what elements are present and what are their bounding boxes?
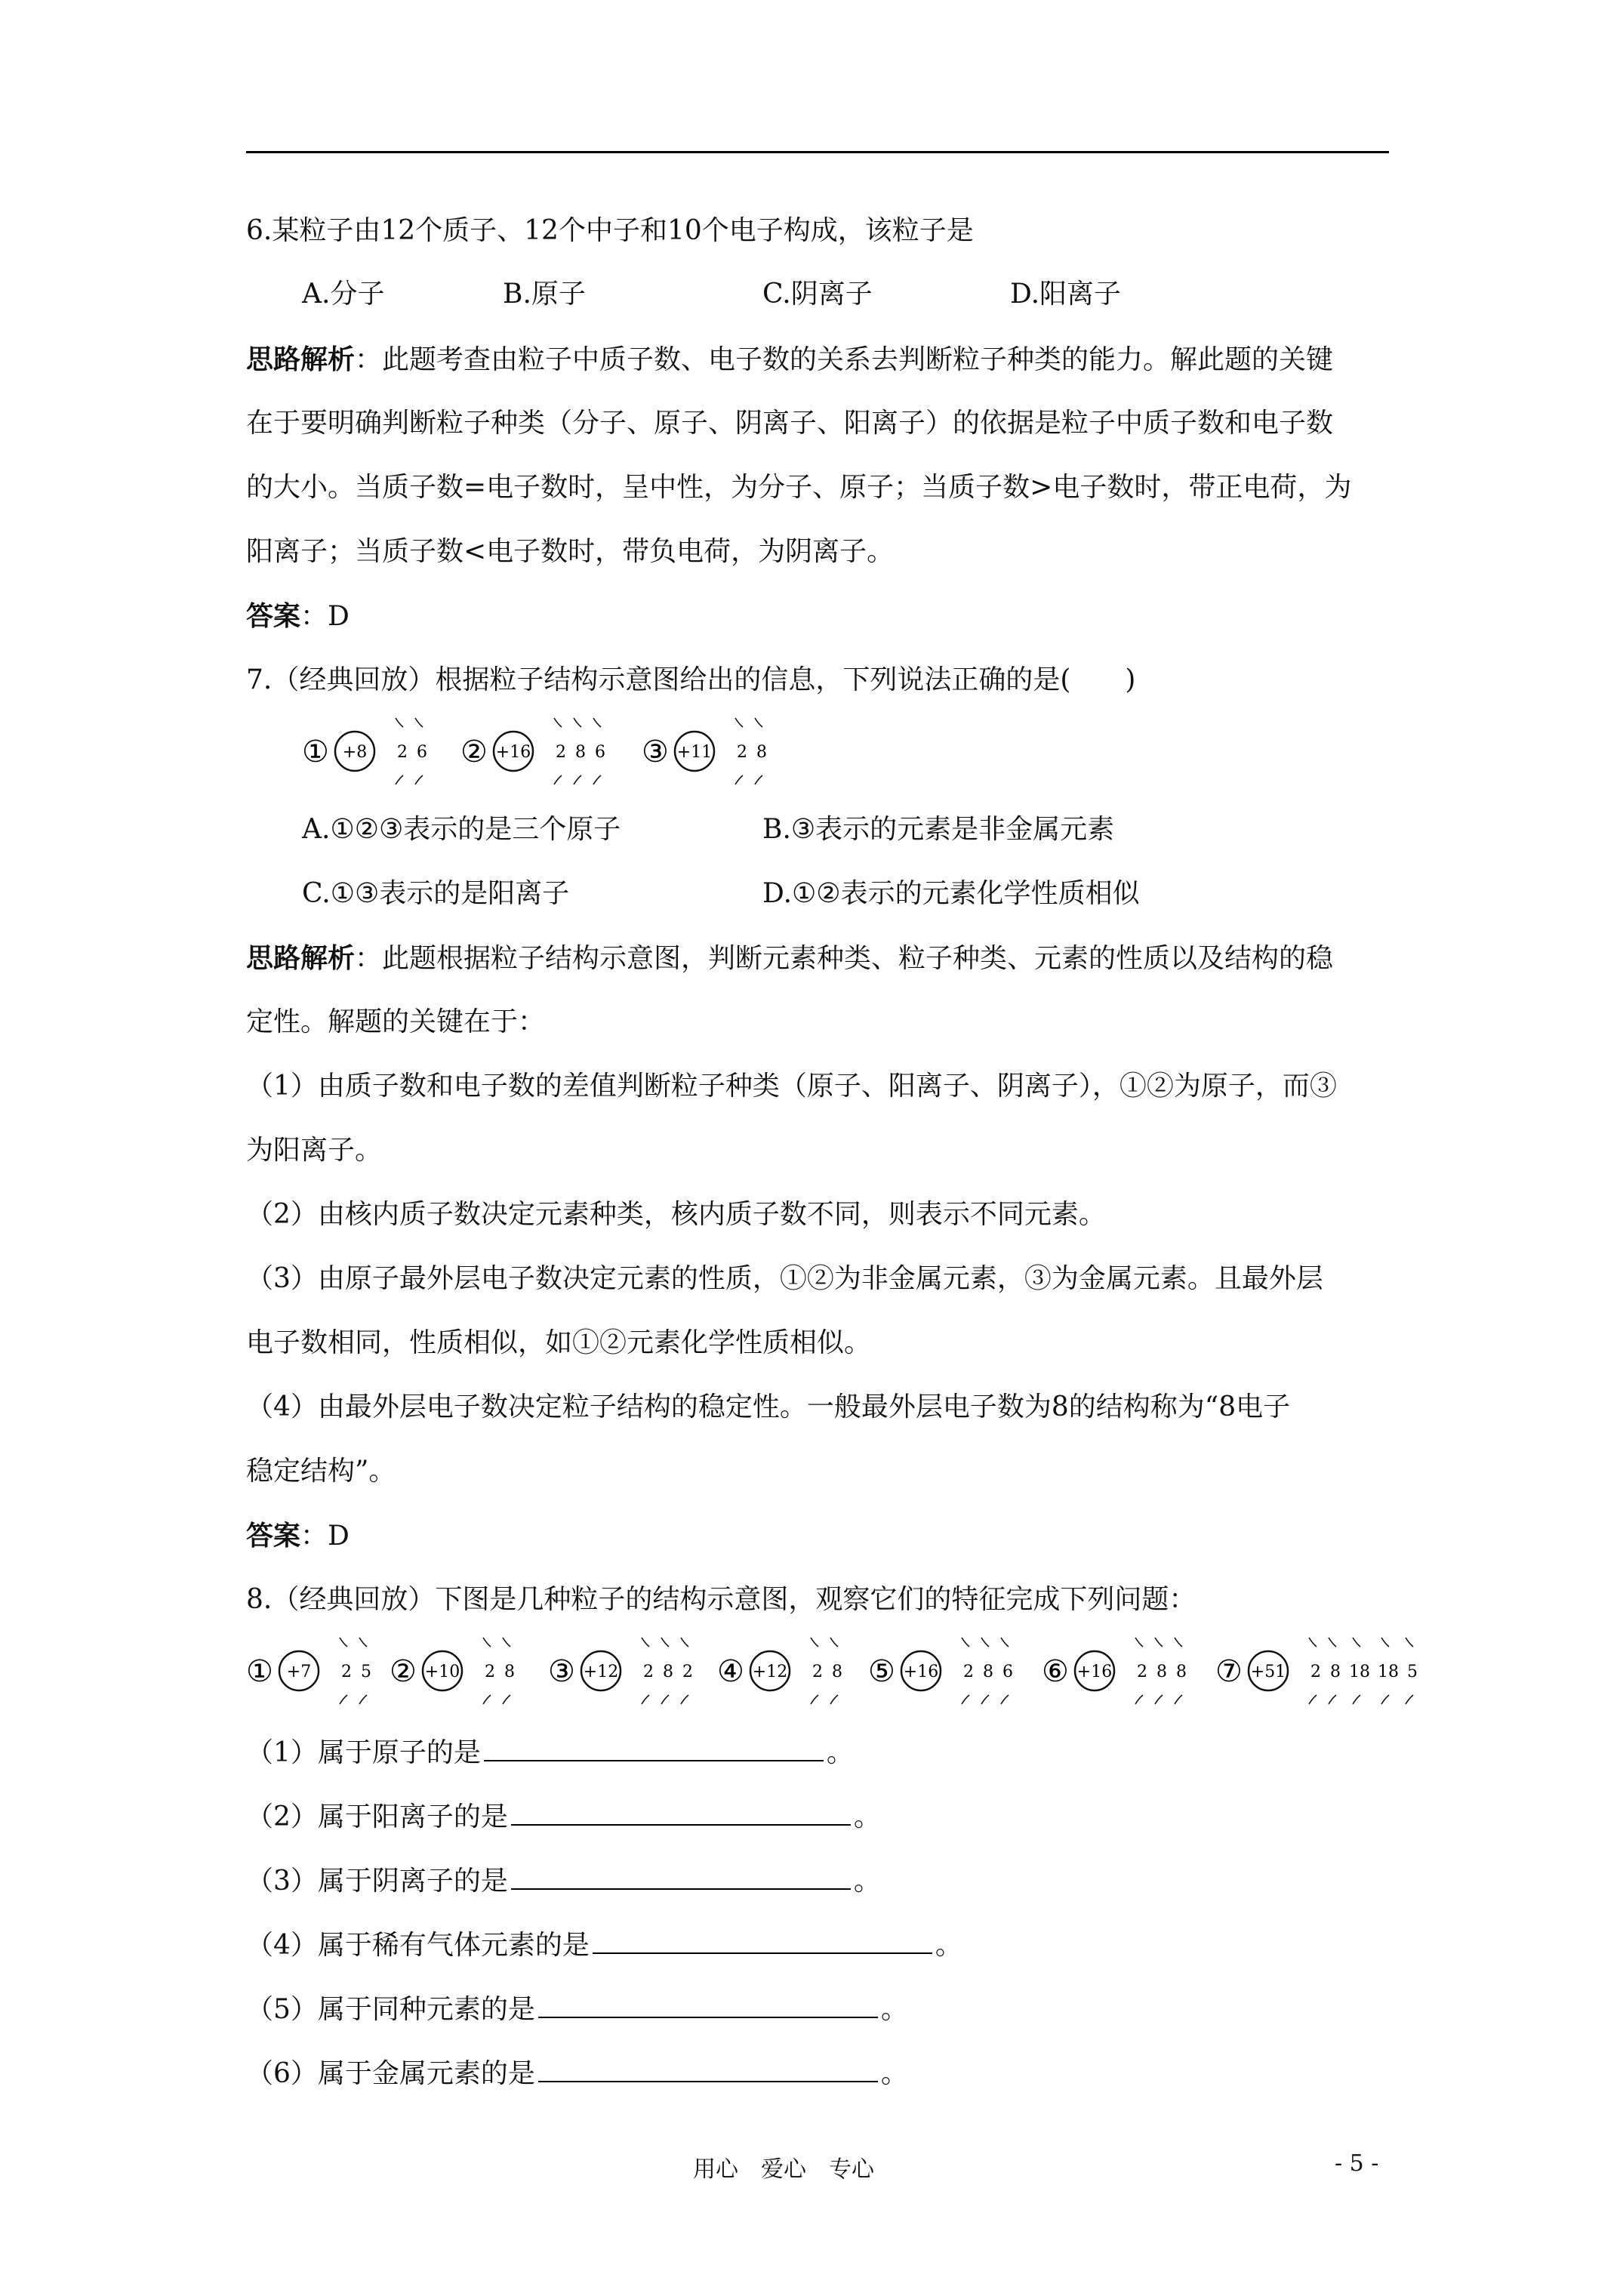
q6-answer: 答案：D [246,600,350,632]
q6-option-a: A.分子 [302,279,385,310]
header-rule [246,151,1389,153]
q8-stem: 8.（经典回放）下图是几种粒子的结构示意图，观察它们的特征完成下列问题： [246,1584,1196,1615]
shell-arc-bottom [681,1695,688,1704]
shell-electron-count: 2 [397,743,408,762]
shell-electron-count: 8 [1330,1663,1341,1681]
q7-option-b: B.③表示的元素是非金属元素 [762,814,1115,845]
shell-arc-bottom [415,775,423,784]
shell-electron-count: 8 [756,743,767,762]
atom-diagram [246,1638,371,1704]
atom-diagram [642,718,767,784]
diagram-index: ① [302,735,329,769]
nucleus-charge: +16 [495,743,531,762]
answer-blank[interactable] [511,1863,851,1890]
q6-analysis-line-4: 阳离子；当质子数<电子数时，带负电荷，为阴离子。 [246,536,895,567]
atom-diagram [1042,1638,1187,1704]
diagram-index: ④ [717,1654,744,1689]
q8-structure-diagrams [242,1629,1419,1712]
shell-arc-top [681,1638,688,1647]
q7-analysis-line-5: （2）由核内质子数决定元素种类，核内质子数不同，则表示不同元素。 [246,1199,1106,1230]
q7-analysis-line-2: 定性。解题的关键在于： [246,1006,546,1037]
shell-arc-bottom [359,1695,367,1704]
shell-arc-bottom [1309,1695,1317,1704]
answer-blank[interactable] [484,1734,824,1761]
shell-arc-top [1381,1638,1389,1647]
shell-arc-top [1406,1638,1413,1647]
q8-question-3: （3）属于阴离子的是 。 [246,1863,881,1900]
shell-arc-top [1155,1638,1163,1647]
shell-arc-bottom [503,1695,510,1704]
atom-diagram [302,718,427,784]
diagram-index: ⑦ [1215,1654,1243,1689]
shell-electron-count: 2 [643,1663,654,1681]
shell-electron-count: 8 [832,1663,842,1681]
diagram-index: ① [246,1654,273,1689]
q7-analysis-line-6: （3）由原子最外层电子数决定元素的性质，①②为非金属元素，③为金属元素。且最外层 [246,1263,1323,1294]
atom-diagram [868,1638,1013,1704]
shell-arc-bottom [1381,1695,1389,1704]
q7-option-c: C.①③表示的是阳离子 [302,878,570,909]
shell-electron-count: 8 [504,1663,515,1681]
q6-stem: 6.某粒子由12个质子、12个中子和10个电子构成，该粒子是 [246,215,974,246]
shell-arc-bottom [396,775,403,784]
q7-answer-label: 答案 [246,1520,301,1552]
shell-electron-count: 2 [1310,1663,1321,1681]
shell-arc-top [755,718,762,727]
nucleus-charge: +16 [903,1663,939,1681]
shell-electron-count: 6 [417,743,427,762]
q7-analysis-line-7: 电子数相同，性质相似，如①②元素化学性质相似。 [246,1327,872,1358]
shell-arc-top [661,1638,669,1647]
nucleus-charge: +11 [676,743,713,762]
shell-arc-top [483,1638,491,1647]
q6-option-b: B.原子 [503,279,586,310]
nucleus-charge: +12 [752,1663,788,1681]
shell-arc-bottom [981,1695,989,1704]
answer-blank[interactable] [511,1798,851,1826]
answer-blank[interactable] [538,1991,878,2018]
shell-arc-bottom [574,775,581,784]
footer-motto: 用心 爱心 专心 [693,2156,874,2183]
q6-analysis-line-1: 思路解析：此题考查由粒子中质子数、电子数的关系去判断粒子种类的能力。解此题的关键 [246,344,1334,375]
diagram-index: ③ [642,735,669,769]
shell-electron-count: 6 [595,743,605,762]
shell-arc-bottom [1353,1695,1360,1704]
shell-arc-top [642,1638,649,1647]
shell-arc-top [1309,1638,1317,1647]
q7-option-a: A.①②③表示的是三个原子 [302,814,621,845]
shell-arc-bottom [1155,1695,1163,1704]
q6-analysis-label: 思路解析 [246,344,356,375]
q6-option-d: D.阳离子 [1010,279,1122,310]
q8-question-1: （1）属于原子的是 。 [246,1734,854,1771]
shell-arc-bottom [1329,1695,1336,1704]
nucleus-charge: +8 [342,743,368,762]
shell-arc-bottom [554,775,562,784]
shell-electron-count: 8 [663,1663,673,1681]
shell-electron-count: 2 [682,1663,693,1681]
shell-arc-top [359,1638,367,1647]
answer-blank[interactable] [538,2055,878,2082]
diagram-index: ③ [548,1654,575,1689]
atom-diagram [460,718,605,784]
q8-question-4: （4）属于稀有气体元素的是 。 [246,1927,962,1964]
q8-question-5: （5）属于同种元素的是 。 [246,1991,908,2028]
shell-electron-count: 8 [983,1663,993,1681]
atom-diagram [548,1638,693,1704]
q7-structure-diagrams [294,710,823,793]
shell-arc-top [811,1638,818,1647]
nucleus-charge: +7 [286,1663,312,1681]
shell-electron-count: 2 [341,1663,352,1681]
shell-arc-top [962,1638,969,1647]
shell-arc-top [1175,1638,1182,1647]
shell-electron-count: 2 [737,743,747,762]
q7-analysis-line-8: （4）由最外层电子数决定粒子结构的稳定性。一般最外层电子数为8的结构称为“8电子 [246,1391,1291,1422]
answer-blank[interactable] [593,1927,932,1954]
shell-arc-bottom [735,775,743,784]
q7-stem: 7.（经典回放）根据粒子结构示意图给出的信息，下列说法正确的是( ) [246,664,1136,695]
shell-arc-top [1329,1638,1336,1647]
shell-arc-top [554,718,562,727]
nucleus-charge: +51 [1250,1663,1286,1681]
shell-electron-count: 18 [1349,1663,1370,1681]
shell-arc-bottom [593,775,601,784]
shell-arc-bottom [755,775,762,784]
shell-electron-count: 8 [575,743,586,762]
shell-arc-bottom [661,1695,669,1704]
shell-electron-count: 2 [1137,1663,1147,1681]
shell-electron-count: 2 [556,743,566,762]
diagram-index: ⑤ [868,1654,895,1689]
diagram-index: ⑥ [1042,1654,1069,1689]
shell-arc-bottom [1135,1695,1143,1704]
nucleus-charge: +16 [1076,1663,1113,1681]
shell-arc-top [830,1638,838,1647]
shell-arc-bottom [962,1695,969,1704]
shell-arc-top [503,1638,510,1647]
shell-arc-bottom [811,1695,818,1704]
q7-analysis-line-3: （1）由质子数和电子数的差值判断粒子种类（原子、阳离子、阴离子），①②为原子，而③ [246,1071,1337,1102]
shell-arc-top [735,718,743,727]
shell-electron-count: 2 [485,1663,495,1681]
atom-diagram [390,1638,515,1704]
atom-diagram [717,1638,842,1704]
q6-answer-label: 答案 [246,600,301,632]
shell-electron-count: 6 [1002,1663,1013,1681]
q7-analysis-line-9: 稳定结构”。 [246,1456,396,1487]
shell-arc-top [574,718,581,727]
shell-arc-top [1001,1638,1009,1647]
shell-electron-count: 5 [361,1663,371,1681]
diagram-index: ② [390,1654,417,1689]
nucleus-charge: +10 [424,1663,460,1681]
nucleus-charge: +12 [583,1663,619,1681]
shell-arc-top [593,718,601,727]
q6-analysis-line-2: 在于要明确判断粒子种类（分子、原子、阴离子、阳离子）的依据是粒子中质子数和电子数 [246,408,1334,439]
shell-arc-top [396,718,403,727]
shell-arc-top [1135,1638,1143,1647]
shell-arc-bottom [1001,1695,1009,1704]
q7-analysis-label: 思路解析 [246,942,356,974]
q8-question-6: （6）属于金属元素的是 。 [246,2055,908,2092]
shell-arc-top [1353,1638,1360,1647]
shell-arc-top [981,1638,989,1647]
shell-electron-count: 5 [1407,1663,1418,1681]
shell-arc-top [340,1638,347,1647]
shell-electron-count: 8 [1176,1663,1187,1681]
shell-arc-top [415,718,423,727]
q7-answer: 答案：D [246,1520,350,1552]
q7-analysis-line-4: 为阳离子。 [246,1135,383,1166]
q7-analysis-line-1: 思路解析：此题根据粒子结构示意图，判断元素种类、粒子种类、元素的性质以及结构的稳 [246,942,1334,974]
shell-arc-bottom [1406,1695,1413,1704]
q8-question-2: （2）属于阳离子的是 。 [246,1798,881,1835]
shell-arc-bottom [1175,1695,1182,1704]
shell-arc-bottom [642,1695,649,1704]
shell-arc-bottom [340,1695,347,1704]
shell-electron-count: 2 [812,1663,823,1681]
shell-electron-count: 2 [963,1663,974,1681]
diagram-index: ② [460,735,488,769]
q6-option-c: C.阴离子 [762,279,873,310]
shell-arc-bottom [483,1695,491,1704]
shell-electron-count: 8 [1156,1663,1167,1681]
atom-diagram [1215,1638,1418,1704]
shell-electron-count: 18 [1378,1663,1399,1681]
q7-option-d: D.①②表示的元素化学性质相似 [762,878,1140,909]
page-number: - 5 - [1335,2150,1379,2177]
q6-analysis-line-3: 的大小。当质子数=电子数时，呈中性，为分子、原子；当质子数>电子数时，带正电荷，为 [246,472,1352,503]
shell-arc-bottom [830,1695,838,1704]
